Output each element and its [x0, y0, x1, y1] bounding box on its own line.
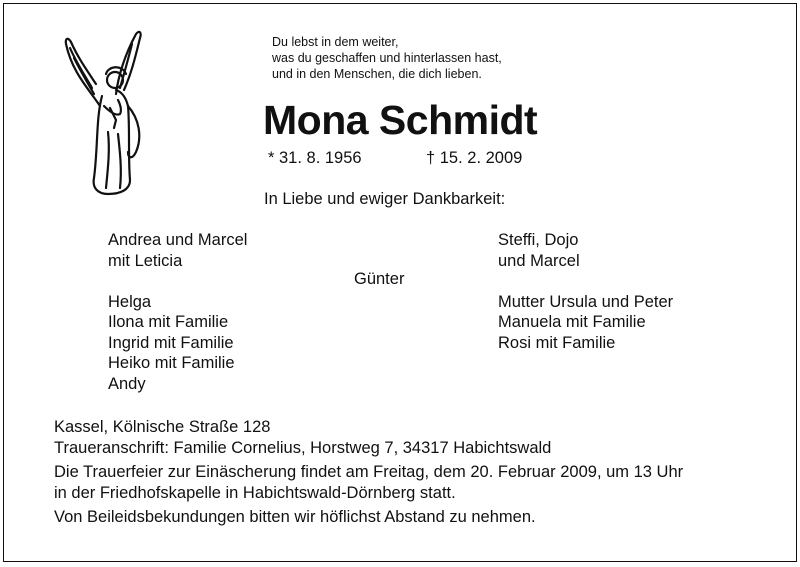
poem-line: was du geschaffen und hinterlassen hast, — [272, 51, 502, 65]
mourner-entry: Helga — [108, 292, 152, 311]
poem-line: Du lebst in dem weiter, — [272, 35, 399, 49]
mourner-entry: Heiko mit Familie — [108, 354, 235, 372]
mourner-entry: Mutter Ursula und Peter — [498, 292, 674, 311]
mourner-entry: Steffi, Dojo — [498, 231, 579, 249]
mourner-entry: Ingrid mit Familie — [108, 333, 234, 352]
birth-date: * 31. 8. 1956 — [268, 149, 362, 167]
mourning-address: Traueranschrift: Familie Cornelius, Horstweg 7, 34317 Habichtswald — [54, 438, 552, 457]
mourner-entry: Andy — [108, 374, 146, 393]
dedication: In Liebe und ewiger Dankbarkeit: — [264, 190, 506, 208]
mourner-entry: Manuela mit Familie — [498, 313, 646, 331]
ceremony-line: Die Trauerfeier zur Einäscherung findet am Freitag, dem 20. Februar 2009, um 13 Uhr — [54, 463, 684, 481]
poem-line: und in den Menschen, die dich lieben. — [272, 67, 482, 81]
address: Kassel, Kölnische Straße 128 — [54, 418, 271, 436]
mourner-center: Günter — [354, 270, 405, 288]
death-date: † 15. 2. 2009 — [426, 149, 523, 167]
mourner-entry: und Marcel — [498, 251, 580, 270]
angel-icon — [58, 28, 148, 200]
footer — [54, 417, 683, 528]
ceremony-line: in der Friedhofskapelle in Habichtswald-Dörnberg statt. — [54, 483, 456, 502]
condolence-note: Von Beileidsbekundungen bitten wir höflichst Abstand zu nehmen. — [54, 508, 536, 526]
mourner-entry: Andrea und Marcel — [108, 231, 248, 249]
mourners-left — [108, 230, 247, 394]
mourner-entry: mit Leticia — [108, 251, 183, 270]
deceased-name: Mona Schmidt — [263, 97, 538, 143]
mourner-entry: Ilona mit Familie — [108, 313, 229, 331]
mourner-entry: Rosi mit Familie — [498, 333, 616, 352]
poem — [272, 34, 502, 82]
mourners-right — [498, 230, 673, 353]
